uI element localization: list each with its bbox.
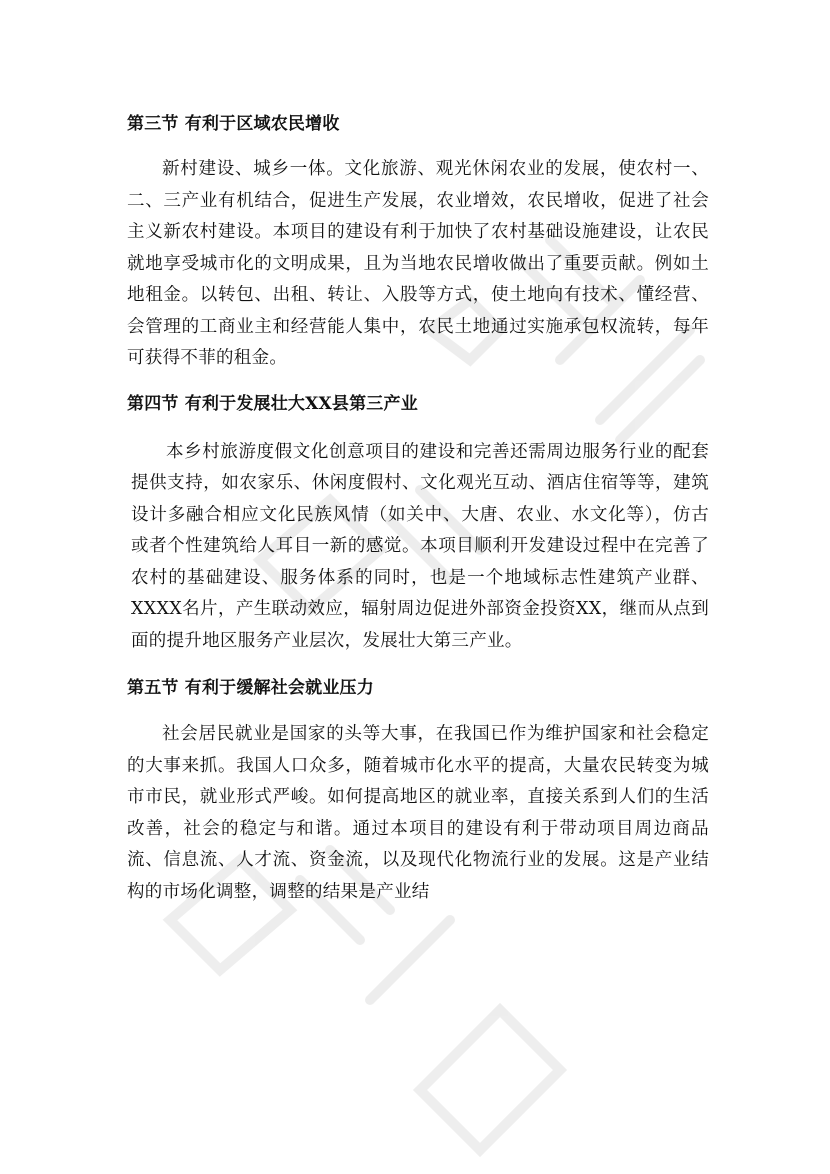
- section-5-text: 社会居民就业是国家的头等大事，在我国已作为维护国家和社会稳定的大事来抓。我国人口众多，随着城市化水平的提高，大量农民转变为城市市民，就业形式严峻。如何提高地区的就业率，直接关系到人们的生活改善，社会的稳定与和谐。通过本项目的建设有利于带动项目周边商品流、信息流、人才流、资金流，以及现代化物流行业的发展。这是产业结构的市场化调整，调整的结果是产业结: [127, 724, 709, 902]
- section-3-paragraph: [127, 154, 709, 375]
- section-5-heading: 第五节 有利于缓解社会就业压力: [127, 678, 374, 698]
- section-4-paragraph: [127, 437, 709, 658]
- section-4-heading: 第四节 有利于发展壮大XX县第三产业: [127, 393, 418, 414]
- section-3-text: 新村建设、城乡一体。文化旅游、观光休闲农业的发展，使农村一、二、三产业有机结合，促进生产发展，农业增效，农民增收，促进了社会主义新农村建设。本项目的建设有利于加快了农村基础设施建设，让农民就地享受城市化的文明成果，且为当地农民增收做出了重要贡献。例如土地租金。以转包、出租、转让、入股等方式，使土地向有技术、懂经营、会管理的工商业主和经营能人集中，农民土地通过实施承包权流转，每年可获得不菲的租金。: [127, 159, 709, 368]
- section-3-heading: 第三节 有利于区域农民增收: [127, 114, 340, 134]
- document-body: [127, 107, 709, 908]
- section-4-text: 本乡村旅游度假文化创意项目的建设和完善还需周边服务行业的配套提供支持，如农家乐、休闲度假村、文化观光互动、酒店住宿等等，建筑设计多融合相应文化民族风情（如关中、大唐、农业、水文化等），仿古或者个性建筑给人耳目一新的感觉。本项目顺利开发建设过程中在完善了农村的基础建设、服务体系的同时，也是一个地域标志性建筑产业群、XXXX名片，产生联动效应，辐射周边促进外部资金投资XX，继而从点到面的提升地区服务产业层次，发展壮大第三产业。: [131, 441, 709, 651]
- section-5-paragraph: [127, 719, 709, 908]
